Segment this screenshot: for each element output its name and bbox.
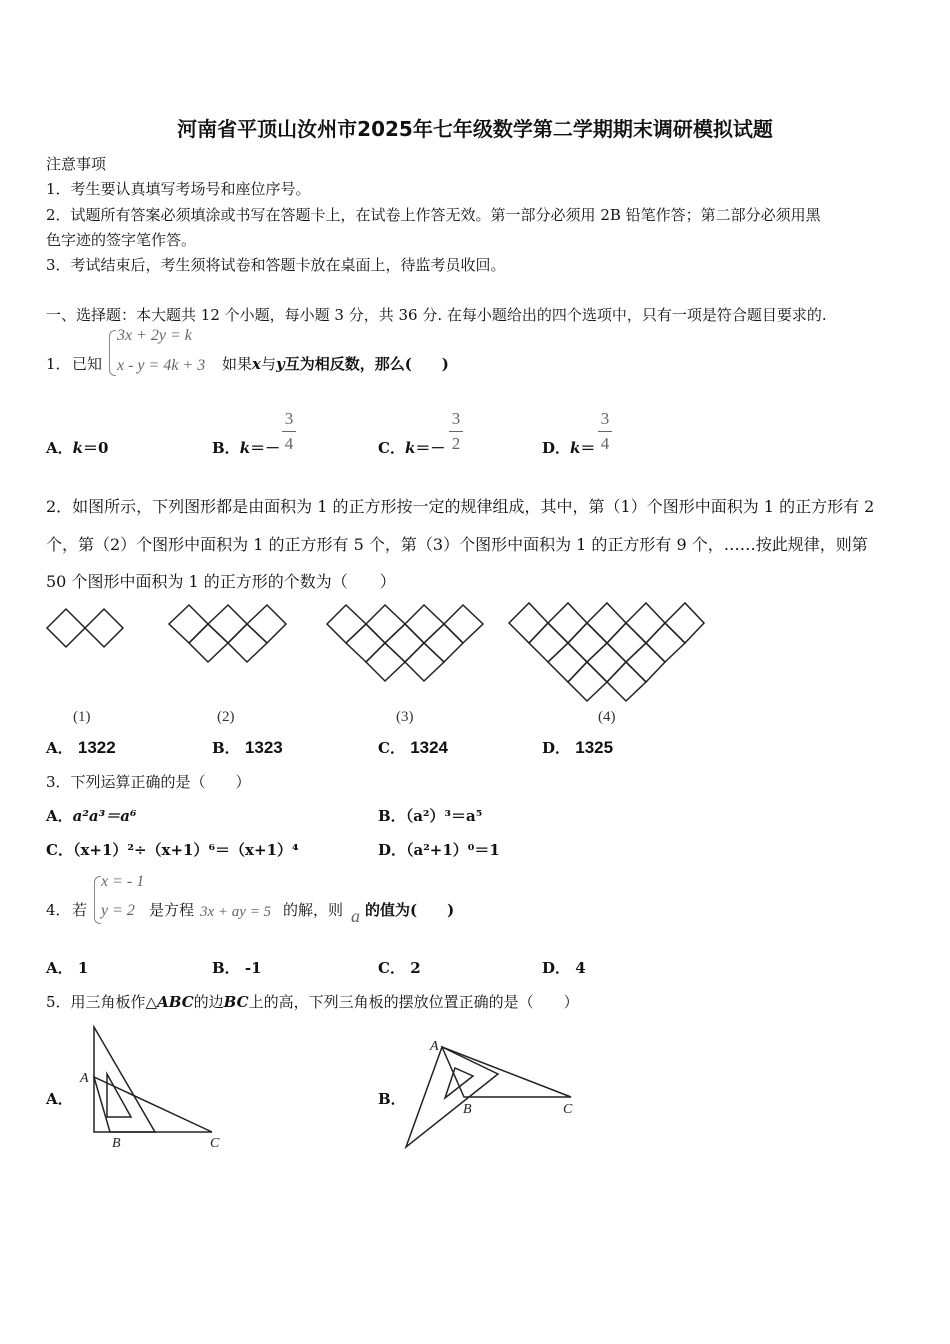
q4-option-d[interactable]: D． 4 xyxy=(542,959,586,977)
q1-post: 如果x与y互为相反数，那么( ) xyxy=(222,355,449,373)
q1-option-d-fraction: 3 4 xyxy=(598,409,612,454)
q2-line-3: 50 个图形中面积为 1 的正方形的个数为（ ） xyxy=(46,572,396,591)
figure-label-3: (3) xyxy=(396,709,414,725)
q1-number: 1． xyxy=(46,355,71,373)
q5-option-a[interactable]: A． xyxy=(46,1090,73,1108)
q2-option-c[interactable]: C． 1324 xyxy=(378,738,449,757)
notice-item-3: 3．考试结束后，考生须将试卷和答题卡放在桌面上，待监考员收回。 xyxy=(46,256,506,274)
section-heading: 一、选择题：本大题共 12 个小题，每小题 3 分，共 36 分. 在每小题给出的四个选项中，只有一项是符合题目要求的. xyxy=(46,306,827,324)
q2-line-2: 个，第（2）个图形中面积为 1 的正方形有 5 个，第（3）个图形中面积为 1 的正方形有 9 个，……按此规律，则第 xyxy=(46,535,868,554)
q4-post: 的解，则 xyxy=(283,901,344,919)
q2-option-d[interactable]: D． 1325 xyxy=(542,738,614,757)
point-label-a-b: A xyxy=(430,1039,439,1054)
q3-option-c[interactable]: C．（x+1）²÷（x+1）⁶＝（x+1）⁴ xyxy=(46,841,299,859)
q1-pre: 已知 xyxy=(72,355,103,373)
q2-option-a[interactable]: A． 1322 xyxy=(46,738,116,757)
q5-stem: 5．用三角板作△ABC的边BC上的高，下列三角板的摆放位置正确的是（ ） xyxy=(46,993,579,1011)
q3-option-a[interactable]: A．a²a³＝a⁶ xyxy=(46,807,137,825)
q3-stem: 3．下列运算正确的是（ ） xyxy=(46,773,251,791)
q1-eq2: x - y = 4k + 3 xyxy=(117,357,206,374)
q4-equation: 3x + ay = 5 xyxy=(200,904,272,920)
q1-option-c-fraction: 3 2 xyxy=(449,409,463,454)
q1-option-b-fraction: 3 4 xyxy=(282,409,296,454)
q4-mid: 是方程 xyxy=(149,901,195,919)
q4-option-b[interactable]: B． -1 xyxy=(212,959,262,977)
notice-item-2: 2．试题所有答案必须填涂或书写在答题卡上，在试卷上作答无效。第一部分必须用 2B 铅笔作答；第二部分必须用黑 xyxy=(46,206,821,224)
figure-label-4: (4) xyxy=(598,709,616,725)
set-square-b-inner xyxy=(445,1068,473,1098)
point-label-b-b: B xyxy=(463,1102,472,1117)
figure-label-1: (1) xyxy=(73,709,91,725)
q4-eq1: x = - 1 xyxy=(101,873,145,890)
q4-pre: 若 xyxy=(72,901,88,919)
figure-label-2: (2) xyxy=(217,709,235,725)
q4-eq2: y = 2 xyxy=(101,902,135,919)
notice-item-1: 1．考生要认真填写考场号和座位序号。 xyxy=(46,180,311,198)
q2-line-1: 2．如图所示，下列图形都是由面积为 1 的正方形按一定的规律组成，其中，第（1）个图形中面积为 1 的正方形有 2 xyxy=(46,497,875,516)
point-label-b: B xyxy=(112,1136,121,1151)
q1-option-c[interactable]: C．k＝－ xyxy=(378,439,446,457)
q4-var: a xyxy=(351,906,360,926)
point-label-c: C xyxy=(210,1136,220,1151)
notice-item-2-cont: 色字迹的签字笔作答。 xyxy=(46,231,197,249)
triangle-abc-b xyxy=(442,1047,571,1097)
q1-option-a[interactable]: A．k＝0 xyxy=(46,439,109,457)
q1-option-d[interactable]: D．k＝ xyxy=(542,439,596,457)
q4-option-c[interactable]: C． 2 xyxy=(378,959,421,977)
q4-number: 4． xyxy=(46,901,71,919)
point-label-c-b: C xyxy=(563,1102,573,1117)
q4-option-a[interactable]: A． 1 xyxy=(46,959,89,977)
q3-option-d[interactable]: D．（a²+1）⁰＝1 xyxy=(378,841,500,859)
q4-end: 的值为( ) xyxy=(365,901,455,919)
q1-eq1: 3x + 2y = k xyxy=(117,327,192,344)
q2-option-b[interactable]: B． 1323 xyxy=(212,738,283,757)
q1-option-b[interactable]: B．k＝－ xyxy=(212,439,281,457)
page-title: 河南省平顶山汝州市2025年七年级数学第二学期期末调研模拟试题 xyxy=(177,117,773,141)
point-label-a: A xyxy=(80,1071,89,1086)
q3-option-b[interactable]: B．（a²）³＝a⁵ xyxy=(378,807,483,825)
q5-option-b[interactable]: B． xyxy=(378,1090,406,1108)
notice-heading: 注意事项 xyxy=(46,155,107,173)
